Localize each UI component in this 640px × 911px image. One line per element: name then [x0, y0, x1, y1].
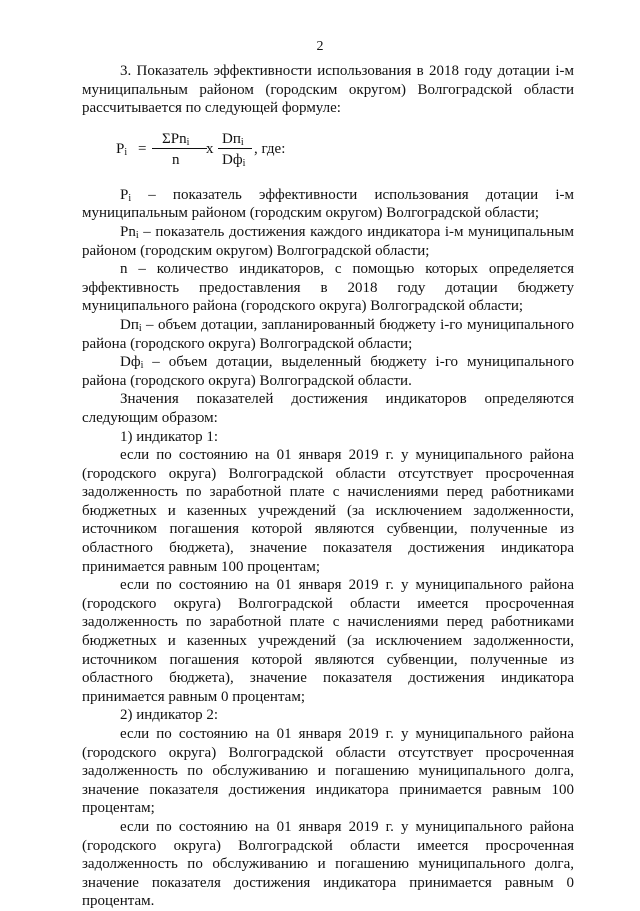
efficiency-formula — [82, 118, 574, 176]
document-body — [82, 62, 574, 911]
formula-numerator-2: $Dп_i$ — [222, 130, 244, 148]
page-number: 2 — [316, 39, 324, 54]
values-intro: Значения показателей достижения индикаторов определяются следующим образом: — [82, 391, 574, 426]
formula-tail: , где: — [254, 140, 286, 157]
formula-denominator-2: $Dф_i$ — [222, 151, 246, 169]
formula-times: x — [206, 140, 214, 157]
indicator-1-case-present: если по состоянию на 01 января 2019 г. у муниципального района (городского округа) Волгоградской области имеется просроченная задолженность по заработной плате с начислениями перед работниками бюджетных и казенных учреждений (за исключением задолженности, источником погашения которой являются субвенции, полученные из областного бюджета), значение показателя достижения индикатора принимается равным 0 процентам; — [82, 577, 574, 705]
definition-n: n – количество индикаторов, с помощью которых определяется эффективность предоставления в 2018 году дотации бюджету муниципального района (городского округа) Волгоградской области; — [82, 261, 574, 315]
indicator-1-heading: 1) индикатор 1: — [120, 428, 219, 445]
definition-dp: $Dп_i$ – объем дотации, запланированный бюджету i-го муниципального района (городского округа) Волгоградской области; — [82, 316, 574, 352]
indicator-2-case-present: если по состоянию на 01 января 2019 г. у муниципального района (городского округа) Волгоградской области имеется просроченная задолженность по обслуживанию и погашению муниципального долга, значение показателя достижения индикатора принимается равным 0 процентам. — [82, 818, 574, 910]
definition-pn: $Pn_i$ – показатель достижения каждого индикатора i-м муниципальным районом (городским округом) Волгоградской области; — [82, 223, 574, 259]
formula-denominator-1: n — [172, 151, 180, 168]
indicator-2-case-absent: если по состоянию на 01 января 2019 г. у муниципального района (городского округа) Волгоградской области отсутствует просроченная задолженность по обслуживанию и погашению муниципального долга, значение показателя достижения индикатора принимается равным 100 процентам; — [82, 726, 574, 817]
indicator-1-case-absent: если по состоянию на 01 января 2019 г. у муниципального района (городского округа) Волгоградской области отсутствует просроченная задолженность по заработной плате с начислениями перед работниками бюджетных и казенных учреждений (за исключением задолженности, источником погашения которой являются субвенции, полученные из областного бюджета), значение показателя достижения индикатора принимается равным 100 процентам; — [82, 447, 574, 575]
intro-paragraph: 3. Показатель эффективности использования в 2018 году дотации i-м муниципальным районом (городским округом) Волгоградской области рассчитывается по следующей формуле: — [82, 63, 574, 117]
fraction-line-2 — [218, 148, 252, 149]
formula-equals: = — [138, 140, 147, 157]
definition-p: $P_i$ – показатель эффективности использования дотации i-м муниципальным районом (городским округом) Волгоградской области; — [82, 186, 574, 222]
definition-df: $Dф_i$ – объем дотации, выделенный бюджету i-го муниципального района (городского округа) Волгоградской области. — [82, 354, 574, 389]
fraction-line-1 — [152, 148, 207, 149]
formula-lhs: $P_i$ — [116, 140, 128, 158]
indicator-2-heading: 2) индикатор 2: — [120, 707, 219, 724]
formula-numerator-1: ΣPn$_i$ — [162, 130, 190, 148]
